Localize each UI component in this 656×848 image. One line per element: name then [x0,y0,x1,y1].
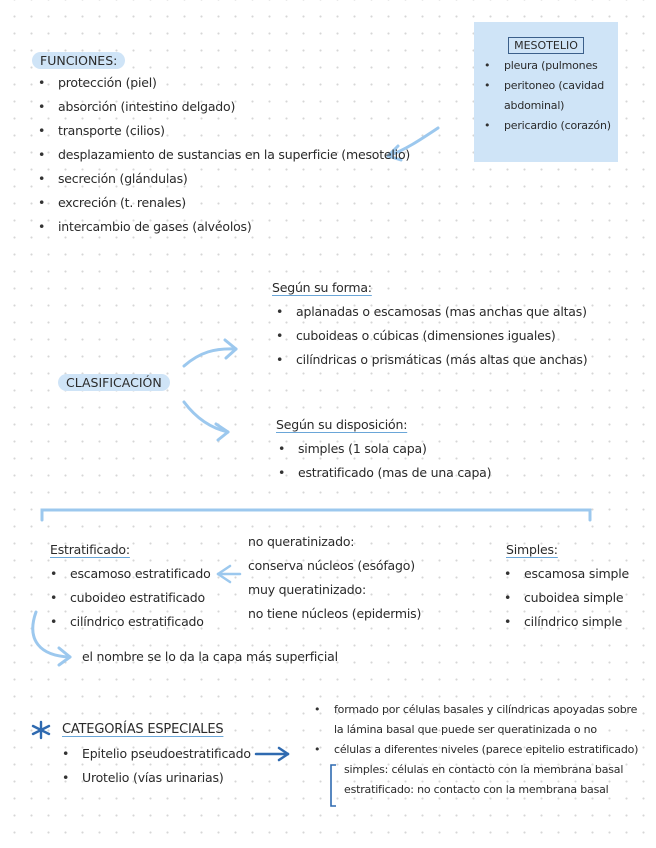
arrow-to-notes [256,748,288,760]
notes-list [312,700,638,760]
simples-title [506,538,629,562]
list-item-line: abdominal) [504,99,565,112]
mesotelio-box [474,22,618,162]
list-item: • Epitelio pseudoestratificado [60,742,251,766]
categorias-title-text: CATEGORÍAS ESPECIALES [62,722,224,737]
note-line: la lámina basal que puede ser queratinizada o no [334,723,597,736]
estratificado-title-text: Estratificado: [50,542,130,557]
note-line: formado por células basales y cilíndricas apoyadas sobre [334,703,638,716]
list-item: • cilíndrico estratificado [48,610,211,634]
list-item: • cuboidea simple [502,586,629,610]
list-item: • protección (piel) [36,71,410,95]
list-item: • excreción (t. renales) [36,191,410,215]
list-item: • cuboideas o cúbicas (dimensiones iguales) [274,324,587,348]
categorias-title [62,718,251,742]
list-item: • pericardio (corazón) [482,116,618,136]
categorias-list [60,742,251,790]
clasificacion-title: CLASIFICACIÓN [58,374,170,391]
estratificado-note: el nombre se lo da la capa más superficial [82,649,338,664]
disposicion-list [276,437,491,485]
arrow-to-escamoso [218,566,240,582]
note-sub: simples: células en contacto con la membrana basal [344,763,624,776]
queratinizado-section [248,530,421,626]
forma-section [272,276,587,372]
estratificado-section [50,538,211,634]
list-item: • simples (1 sola capa) [276,437,491,461]
forma-list [274,300,587,372]
forma-title-text: Según su forma: [272,280,372,295]
list-item: • absorción (intestino delgado) [36,95,410,119]
queratinizado-line: no tiene núcleos (epidermis) [248,606,422,621]
estratificado-list [48,562,211,634]
clasificacion-title-wrap [58,372,170,391]
list-item [482,76,618,116]
list-item: • Urotelio (vías urinarias) [60,766,251,790]
queratinizado-line: conserva núcleos (esófago) [248,558,415,573]
list-item: • estratificado (mas de una capa) [276,461,491,485]
funciones-title: FUNCIONES: [32,52,125,69]
queratinizado-line: no queratinizado: [248,534,355,549]
funciones-section [32,50,410,239]
list-item: • transporte (cilios) [36,119,410,143]
simples-title-text: Simples: [506,542,558,557]
disposicion-section [276,413,491,485]
disposicion-title [276,413,491,437]
estratificado-title [50,538,211,562]
categorias-section [62,718,251,790]
mesotelio-list [482,56,618,136]
list-item: • células a diferentes niveles (parece epitelio estratificado) [312,740,638,760]
list-item: • escamoso estratificado [48,562,211,586]
list-item: • aplanadas o escamosas (mas anchas que altas) [274,300,587,324]
simples-section [506,538,629,634]
bracket-line [42,510,590,520]
list-item: • secreción (glándulas) [36,167,410,191]
disposicion-title-text: Según su disposición: [276,417,408,432]
forma-title [272,276,587,300]
categorias-notes [312,700,638,800]
list-item [312,700,638,740]
list-item: • escamosa simple [502,562,629,586]
list-item: • cilíndricas o prismáticas (más altas que anchas) [274,348,587,372]
list-item: • cuboideo estratificado [48,586,211,610]
arrow-to-forma [184,340,236,366]
funciones-list [36,71,410,239]
note-sub: estratificado: no contacto con la membrana basal [344,783,609,796]
list-item: • pleura (pulmones [482,56,618,76]
list-item: • cilíndrico simple [502,610,629,634]
queratinizado-line: muy queratinizado: [248,582,367,597]
list-item-line: peritoneo (cavidad [504,79,605,92]
arrow-to-disposicion [184,402,228,440]
list-item: • desplazamiento de sustancias en la superficie (mesotelio) [36,143,410,167]
asterisk-icon [33,722,49,738]
mesotelio-title: MESOTELIO [508,37,584,54]
simples-list [502,562,629,634]
list-item: • intercambio de gases (alvéolos) [36,215,410,239]
